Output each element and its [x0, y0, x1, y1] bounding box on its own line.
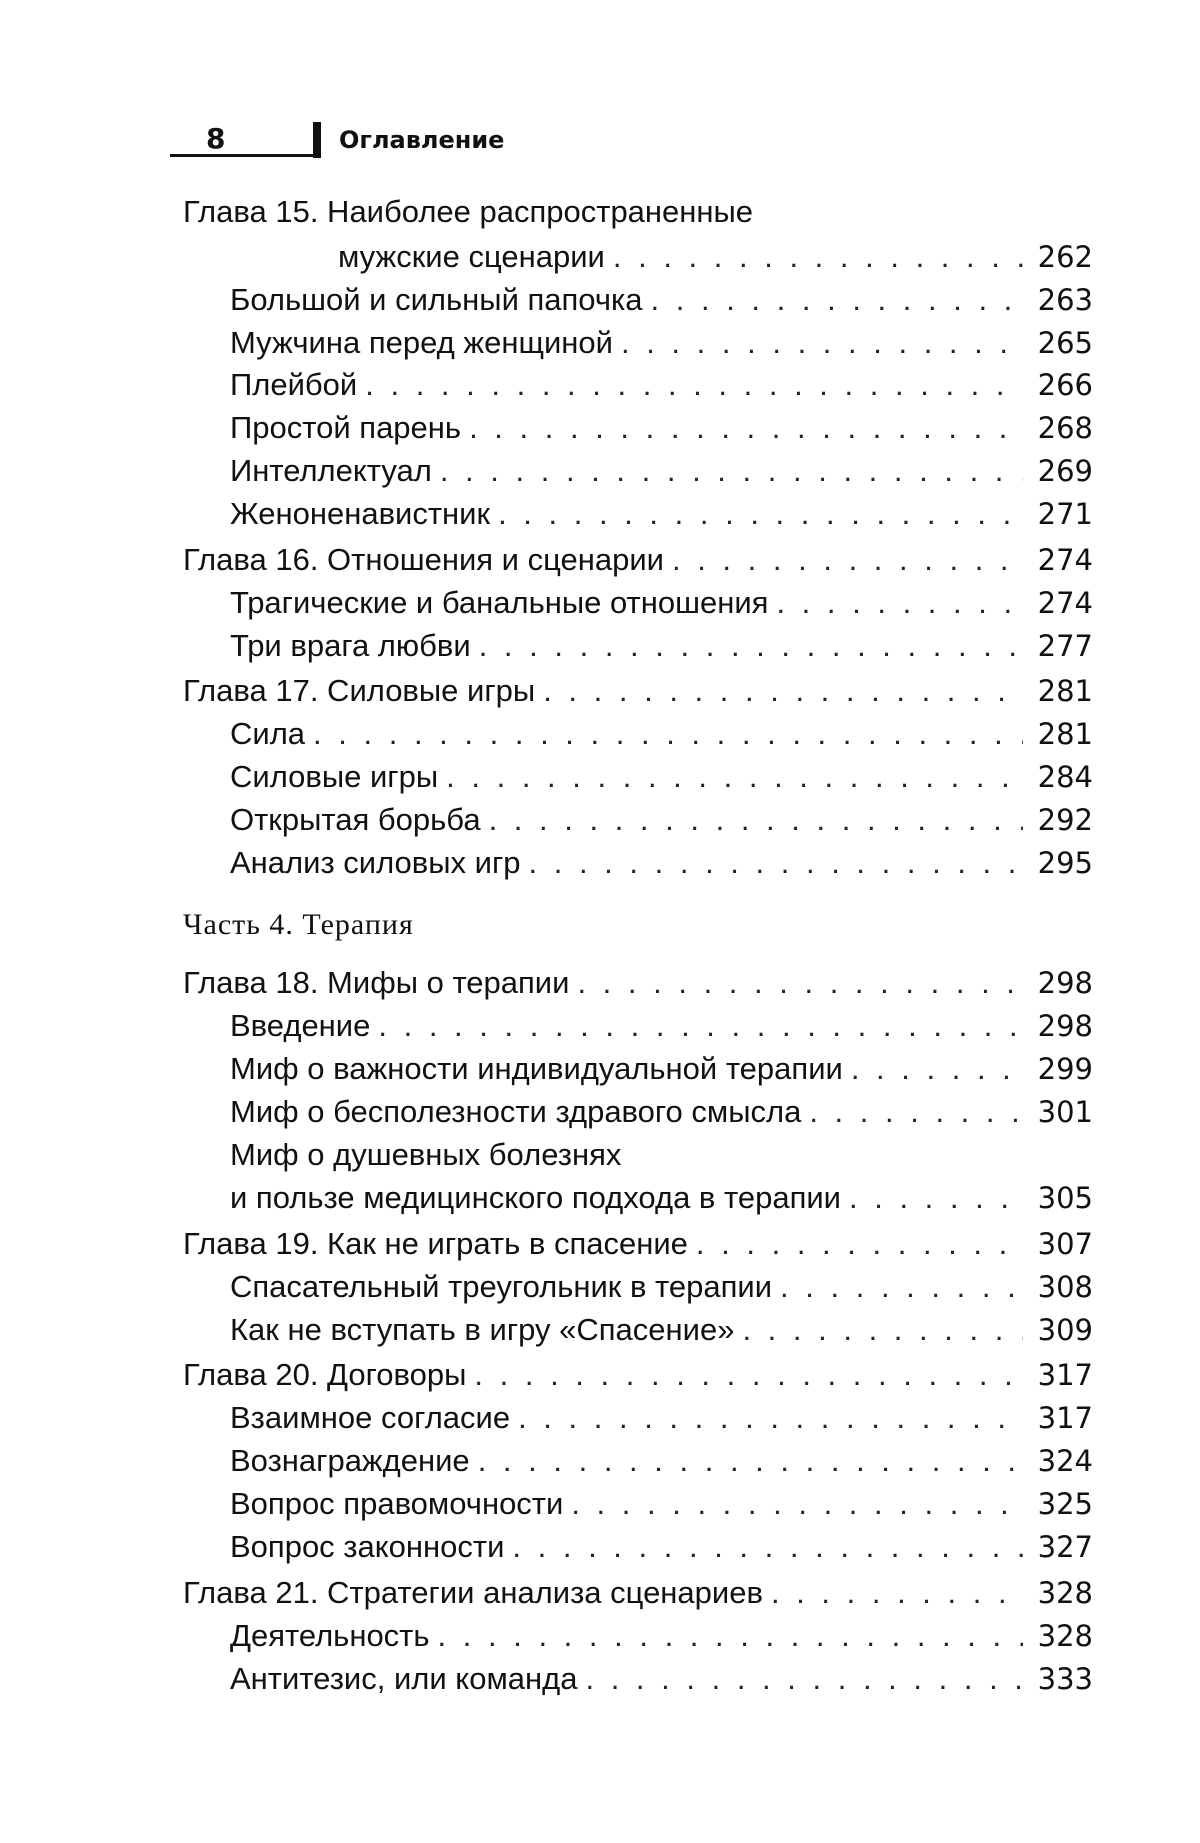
page-header	[170, 120, 504, 160]
toc-page-number: 299	[1023, 1049, 1093, 1089]
toc-page-number: 325	[1023, 1484, 1093, 1524]
toc-entry-title: Глава 20. Договоры	[183, 1355, 474, 1395]
dot-leader	[474, 1355, 1023, 1395]
dot-leader	[776, 583, 1023, 623]
toc-entry-title: Простой парень	[230, 408, 469, 448]
toc-page-number: 281	[1023, 671, 1093, 711]
dot-leader	[438, 1616, 1023, 1656]
toc-section-entry[interactable]	[230, 323, 1093, 363]
dot-leader	[512, 1527, 1023, 1567]
toc-page-number: 274	[1023, 583, 1093, 623]
toc-entry-title: Как не вступать в игру «Спасение»	[230, 1310, 742, 1350]
toc-section-entry[interactable]	[230, 280, 1093, 320]
dot-leader	[771, 1573, 1023, 1613]
toc-page-number: 292	[1023, 800, 1093, 840]
toc-section-entry[interactable]	[230, 1135, 629, 1175]
toc-entry-title: Интеллектуал	[230, 451, 440, 491]
dot-leader	[780, 1267, 1023, 1307]
toc-page-number: 305	[1023, 1178, 1093, 1218]
page-number: 8	[170, 124, 315, 157]
toc-page-number: 317	[1023, 1355, 1093, 1395]
toc-entry-title: Взаимное согласие	[230, 1398, 518, 1438]
toc-page-number: 328	[1023, 1616, 1093, 1656]
toc-page-number: 309	[1023, 1310, 1093, 1350]
dot-leader	[696, 1224, 1023, 1264]
toc-entry-title: Глава 19. Как не играть в спасение	[183, 1224, 696, 1264]
toc-section-entry[interactable]	[230, 714, 1093, 754]
dot-leader	[577, 963, 1023, 1003]
toc-page-number: 263	[1023, 280, 1093, 320]
toc-section-entry[interactable]	[230, 1006, 1093, 1046]
toc-page-number: 262	[1023, 237, 1093, 277]
toc-section-entry[interactable]	[230, 451, 1093, 491]
dot-leader	[849, 1178, 1023, 1218]
toc-entry-title: Глава 15. Наиболее распространенные	[183, 192, 761, 232]
toc-page-number: 298	[1023, 1006, 1093, 1046]
toc-entry-title: Антитезис, или команда	[230, 1659, 585, 1699]
dot-leader	[479, 626, 1023, 666]
toc-entry-title: Миф о важности индивидуальной терапии	[230, 1049, 851, 1089]
toc-section-entry[interactable]	[230, 1659, 1093, 1699]
dot-leader	[478, 1441, 1023, 1481]
toc-section-entry[interactable]	[230, 365, 1093, 405]
toc-section-entry[interactable]	[230, 1267, 1093, 1307]
toc-page-number: 327	[1023, 1527, 1093, 1567]
toc-section-entry[interactable]	[230, 1484, 1093, 1524]
toc-chapter-entry[interactable]	[183, 540, 1093, 580]
toc-section-entry[interactable]	[230, 843, 1093, 883]
dot-leader	[613, 237, 1023, 277]
toc-entry-title: Деятельность	[230, 1616, 438, 1656]
dot-leader	[571, 1484, 1023, 1524]
toc-page-number: 307	[1023, 1224, 1093, 1264]
dot-leader	[543, 671, 1023, 711]
dot-leader	[365, 365, 1023, 405]
dot-leader	[469, 408, 1023, 448]
toc-section-entry[interactable]	[230, 1092, 1093, 1132]
toc-section-entry[interactable]	[230, 1398, 1093, 1438]
toc-section-entry[interactable]	[338, 237, 1093, 277]
toc-entry-title: Миф о душевных болезнях	[230, 1135, 629, 1175]
toc-chapter-entry[interactable]	[183, 671, 1093, 711]
toc-entry-title: Три врага любви	[230, 626, 479, 666]
toc-section-entry[interactable]	[230, 583, 1093, 623]
part-heading: Часть 4. Терапия	[183, 905, 414, 945]
toc-page-number: 277	[1023, 626, 1093, 666]
toc-section-entry[interactable]	[230, 1527, 1093, 1567]
header-rule-bar	[313, 122, 321, 158]
toc-page-number: 308	[1023, 1267, 1093, 1307]
running-head: Оглавление	[339, 126, 504, 154]
toc-page-number: 295	[1023, 843, 1093, 883]
toc-section-entry[interactable]	[230, 800, 1093, 840]
toc-entry-title: Большой и сильный папочка	[230, 280, 651, 320]
dot-leader	[378, 1006, 1023, 1046]
toc-entry-title: Мужчина перед женщиной	[230, 323, 621, 363]
toc-page-number: 333	[1023, 1659, 1093, 1699]
toc-entry-title: мужские сценарии	[338, 237, 613, 277]
dot-leader	[672, 540, 1023, 580]
toc-entry-title: Открытая борьба	[230, 800, 489, 840]
toc-page-number: 281	[1023, 714, 1093, 754]
toc-entry-title: Женоненавистник	[230, 494, 498, 534]
toc-page-number: 298	[1023, 963, 1093, 1003]
toc-chapter-entry[interactable]	[183, 192, 761, 232]
dot-leader	[489, 800, 1023, 840]
toc-section-entry[interactable]	[230, 1441, 1093, 1481]
toc-page-number: 328	[1023, 1573, 1093, 1613]
toc-entry-title: Глава 16. Отношения и сценарии	[183, 540, 672, 580]
toc-entry-title: Спасательный треугольник в терапии	[230, 1267, 780, 1307]
toc-entry-title: Вопрос законности	[230, 1527, 512, 1567]
dot-leader	[651, 280, 1023, 320]
toc-section-entry[interactable]	[230, 757, 1093, 797]
toc-page-number: 271	[1023, 494, 1093, 534]
toc-entry-title: Миф о бесполезности здравого смысла	[230, 1092, 809, 1132]
toc-section-entry[interactable]	[230, 494, 1093, 534]
dot-leader	[621, 323, 1023, 363]
toc-section-entry[interactable]	[230, 1310, 1093, 1350]
toc-page-number: 284	[1023, 757, 1093, 797]
dot-leader	[809, 1092, 1023, 1132]
toc-entry-title: Глава 18. Мифы о терапии	[183, 963, 577, 1003]
dot-leader	[446, 757, 1023, 797]
toc-chapter-entry[interactable]	[183, 963, 1093, 1003]
toc-section-entry[interactable]	[230, 626, 1093, 666]
dot-leader	[851, 1049, 1023, 1089]
toc-entry-title: Силовые игры	[230, 757, 446, 797]
toc-entry-title: и пользе медицинского подхода в терапии	[230, 1178, 849, 1218]
toc-page-number: 265	[1023, 323, 1093, 363]
dot-leader	[742, 1310, 1023, 1350]
toc-entry-title: Трагические и банальные отношения	[230, 583, 776, 623]
toc-section-entry[interactable]	[230, 1178, 1093, 1218]
toc-page-number: 274	[1023, 540, 1093, 580]
toc-chapter-entry[interactable]	[183, 1355, 1093, 1395]
toc-entry-title: Анализ силовых игр	[230, 843, 529, 883]
toc-entry-title: Плейбой	[230, 365, 365, 405]
toc-entry-title: Введение	[230, 1006, 378, 1046]
dot-leader	[518, 1398, 1023, 1438]
toc-page-number: 317	[1023, 1398, 1093, 1438]
toc-section-entry[interactable]	[230, 1616, 1093, 1656]
dot-leader	[585, 1659, 1023, 1699]
toc-chapter-entry[interactable]	[183, 1573, 1093, 1613]
toc-page-number: 266	[1023, 365, 1093, 405]
toc-page-number: 269	[1023, 451, 1093, 491]
dot-leader	[529, 843, 1024, 883]
toc-entry-title: Вознаграждение	[230, 1441, 478, 1481]
toc-entry-title: Глава 17. Силовые игры	[183, 671, 543, 711]
toc-page-number: 268	[1023, 408, 1093, 448]
toc-entry-title: Вопрос правомочности	[230, 1484, 571, 1524]
dot-leader	[313, 714, 1023, 754]
toc-section-entry[interactable]	[230, 1049, 1093, 1089]
toc-page-number: 324	[1023, 1441, 1093, 1481]
dot-leader	[440, 451, 1023, 491]
toc-entry-title: Сила	[230, 714, 313, 754]
toc-chapter-entry[interactable]	[183, 1224, 1093, 1264]
toc-page-number: 301	[1023, 1092, 1093, 1132]
toc-section-entry[interactable]	[230, 408, 1093, 448]
dot-leader	[498, 494, 1023, 534]
toc-entry-title: Глава 21. Стратегии анализа сценариев	[183, 1573, 771, 1613]
